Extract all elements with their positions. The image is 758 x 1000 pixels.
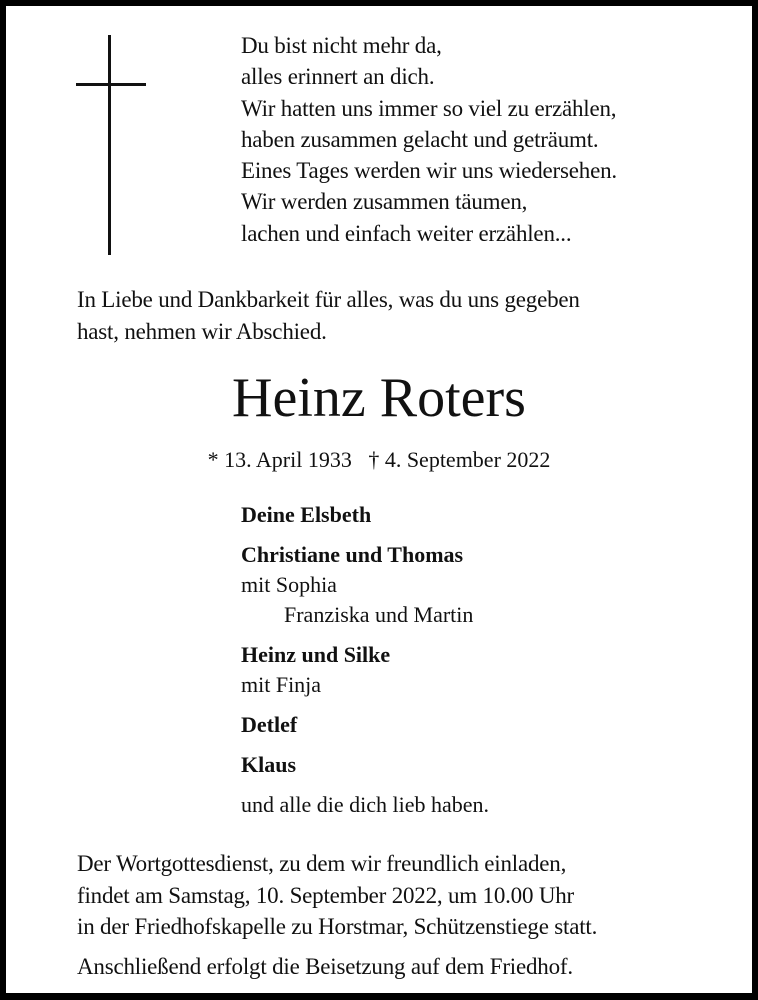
farewell-intro (77, 284, 697, 347)
intro-line: hast, nehmen wir Abschied. (77, 318, 327, 344)
family-entry: Detlef (241, 712, 298, 737)
family-entry: und alle die dich lieb haben. (241, 792, 490, 817)
family-entry: Deine Elsbeth (241, 502, 372, 527)
life-dates: * 13. April 1933 † 4. September 2022 (207, 447, 551, 472)
deceased-name: Heinz Roters (232, 367, 526, 429)
family-list (241, 500, 489, 820)
poem-line: alles erinnert an dich. (241, 64, 435, 90)
memorial-poem (241, 30, 617, 249)
family-entry: Klaus (241, 752, 297, 777)
intro-line: In Liebe und Dankbarkeit für alles, was du uns gegeben (77, 287, 580, 312)
service-line: Der Wortgottesdienst, zu dem wir freundlich einladen, (77, 851, 567, 876)
burial-line: Anschließend erfolgt die Beisetzung auf dem Friedhof. (77, 953, 573, 979)
cross-horizontal-bar (76, 83, 146, 86)
poem-line: Wir werden zusammen täumen, (241, 189, 528, 215)
family-entry: Christiane und Thomas (241, 542, 464, 567)
cross-vertical-bar (108, 35, 111, 255)
service-line: in der Friedhofskapelle zu Horstmar, Schützenstiege statt. (77, 914, 598, 939)
service-line: findet am Samstag, 10. September 2022, um 10.00 Uhr (77, 882, 575, 908)
poem-line: Eines Tages werden wir uns wiedersehen. (241, 158, 617, 184)
family-entry: mit Finja (241, 672, 322, 697)
poem-line: haben zusammen gelacht und geträumt. (241, 126, 599, 152)
family-entry: Heinz und Silke (241, 642, 391, 667)
family-entry: Franziska und Martin (284, 602, 474, 627)
poem-line: lachen und einfach weiter erzählen... (241, 220, 572, 246)
poem-line: Du bist nicht mehr da, (241, 33, 442, 58)
poem-line: Wir hatten uns immer so viel zu erzählen, (241, 95, 617, 121)
family-entry: mit Sophia (241, 572, 337, 597)
service-info (77, 848, 597, 982)
